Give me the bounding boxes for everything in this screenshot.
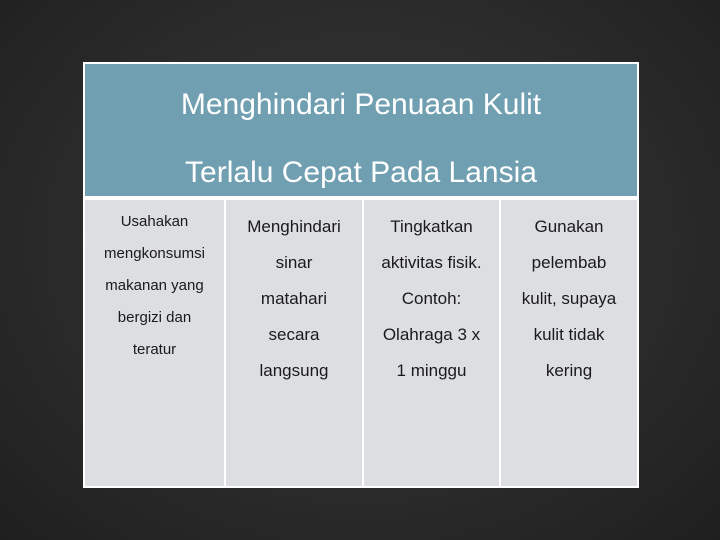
table-body	[85, 200, 637, 486]
slide-title-line-2: Terlalu Cepat Pada Lansia	[185, 156, 537, 189]
table-cell-col-3	[364, 200, 499, 486]
cell-text-line: Usahakan	[120, 213, 189, 230]
cell-text-line: sinar	[275, 253, 313, 272]
content-table	[83, 62, 639, 488]
table-cell-col-2	[226, 200, 362, 486]
cell-text-line: secara	[268, 325, 320, 344]
cell-text-line: Contoh:	[401, 289, 462, 308]
table-cell-col-1	[85, 200, 224, 486]
cell-text-line: kulit, supaya	[521, 289, 617, 308]
slide-title-line-1: Menghindari Penuaan Kulit	[180, 88, 542, 121]
cell-text-line: kulit tidak	[533, 325, 605, 344]
cell-text-line: teratur	[132, 341, 177, 358]
cell-text-line: langsung	[259, 361, 329, 380]
cell-text-line: mengkonsumsi	[104, 245, 205, 262]
table-cell-col-4	[501, 200, 637, 486]
cell-text-line: Menghindari	[247, 217, 341, 236]
cell-text-line: Olahraga 3 x	[382, 325, 481, 344]
cell-text-line: Tingkatkan	[390, 217, 473, 236]
cell-text-line: matahari	[260, 289, 328, 308]
cell-text-line: Gunakan	[534, 217, 604, 236]
cell-text-line: aktivitas fisik.	[381, 253, 482, 272]
table-header	[85, 64, 637, 198]
cell-text-line: pelembab	[531, 253, 607, 272]
cell-text-line: kering	[545, 361, 593, 380]
cell-text-line: makanan yang	[105, 277, 204, 294]
cell-text-line: 1 minggu	[396, 361, 467, 380]
cell-text-line: bergizi dan	[117, 309, 192, 326]
